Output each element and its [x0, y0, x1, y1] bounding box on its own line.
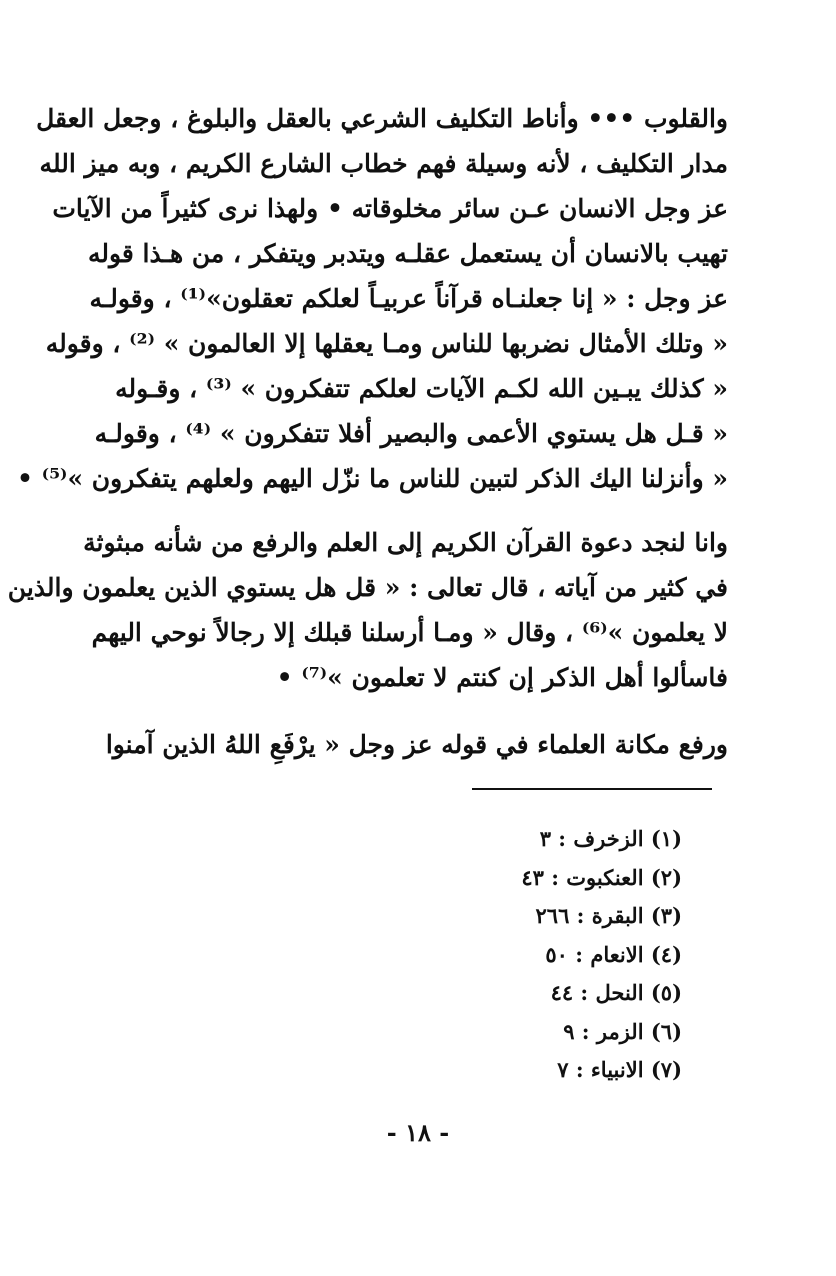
text-line: تهيب بالانسان أن يستعمل عقلـه ويتدبر ويتفكر ، من هـذا قوله: [87, 239, 728, 268]
text-line: « كذلك يبـين الله لكـم الآيات لعلكم تتفكرون » ⁽³⁾ ، وقـوله: [115, 374, 728, 403]
footnote-item: (٣) البقرة : ٢٦٦: [535, 903, 682, 928]
text-line: في كثير من آياته ، قال تعالى : « قل هل يستوي الذين يعلمون والذين: [7, 573, 728, 602]
text-line: وانا لنجد دعوة القرآن الكريم إلى العلم والرفع من شأنه مبثوثة: [83, 528, 728, 557]
text-line: عز وجل الانسان عـن سائر مخلوقاته • ولهذا نرى كثيراً من الآيات: [52, 194, 728, 223]
footnotes: [521, 820, 682, 1090]
text-line: لا يعلمون »⁽⁶⁾ ، وقال « ومـا أرسلنا قبلك إلا رجالاً نوحي اليهم: [91, 618, 728, 647]
footnote-item: (٧) الانبياء : ٧: [557, 1057, 682, 1082]
text-line: « قـل هل يستوي الأعمى والبصير أفلا تتفكرون » ⁽⁴⁾ ، وقولـه: [94, 419, 728, 448]
text-line: والقلوب ••• وأناط التكليف الشرعي بالعقل والبلوغ ، وجعل العقل: [36, 104, 728, 133]
text-line: « وأنزلنا اليك الذكر لتبين للناس ما نزّل اليهم ولعلهم يتفكرون »⁽⁵⁾ •: [16, 464, 728, 493]
text-line: « وتلك الأمثال نضربها للناس ومـا يعقلها إلا العالمون » ⁽²⁾ ، وقوله: [45, 329, 728, 358]
paragraph-1: [16, 96, 728, 501]
text-line: فاسألوا أهل الذكر إن كنتم لا تعلمون »⁽⁷⁾ •: [276, 663, 728, 692]
footnote-item: (٤) الانعام : ٥٠: [545, 941, 682, 967]
page-number: - ١٨ -: [386, 1118, 450, 1147]
footnote-item: (٥) النحل : ٤٤: [550, 980, 682, 1005]
text-line: مدار التكليف ، لأنه وسيلة فهم خطاب الشارع الكريم ، وبه ميز الله: [39, 149, 728, 178]
text-line: ورفع مكانة العلماء في قوله عز وجل « يرْفَعِ اللهُ الذين آمنوا: [105, 730, 728, 759]
paragraph-3: [104, 722, 728, 767]
footnote-item: (١) الزخرف : ٣: [539, 826, 682, 851]
footnote-item: (٢) العنكبوت : ٤٣: [521, 864, 682, 890]
footnote-divider: [472, 788, 712, 790]
paragraph-2: [7, 520, 728, 700]
text-line: عز وجل : « إنا جعلنـاه قرآناً عربيـاً لعلكم تعقلون»⁽¹⁾ ، وقولـه: [89, 284, 728, 313]
footnote-item: (٦) الزمر : ٩: [563, 1018, 682, 1044]
